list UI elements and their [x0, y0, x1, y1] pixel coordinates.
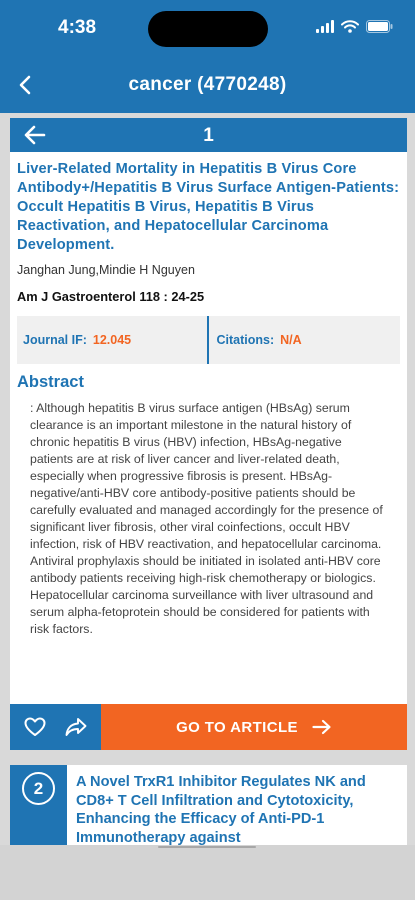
article-card-header: [10, 118, 407, 152]
navigation-bar: [0, 58, 415, 113]
abstract-text: : Although hepatitis B virus surface antigen (HBsAg) serum clearance is an important milestone in the natural history of chronic hepatitis B virus (HBV) infection, HBsAg-negative patients are at risk of liver cancer and liver-related death, especially when progressive fibrosis is present. HBsAg-negative/anti-HBV core antibody-positive patients should be carefully evaluated and managed accordingly for the presence of significant liver fibrosis, other viral coinfections, occult HBV infection, risk of HBV reactivation, and hepatocellular carcinoma. Antiviral prophylaxis should be initiated in isolated anti-HBV core antibody patients receiving high-risk chemotherapy or biologics. Hepatocellular carcinoma surveillance with liver ultrasound and serum alpha-fetoprotein should be considered for patients with risk factors.: [30, 401, 383, 636]
dynamic-island: [148, 11, 268, 47]
wifi-icon: [341, 20, 359, 33]
go-to-article-label: GO TO ARTICLE: [176, 718, 298, 736]
next-article-title[interactable]: A Novel TrxR1 Inhibitor Regulates NK and CD8+ T Cell Infiltration and Cytotoxicity, Enhancing the Efficacy of Anti-PD-1 Immunotherapy against: [76, 774, 366, 845]
abstract-heading: Abstract: [17, 373, 84, 391]
journal-if-label: Journal IF:: [23, 333, 87, 347]
article-actions: [10, 704, 407, 750]
journal-if-value: 12.045: [92, 333, 132, 347]
article-metrics: [17, 316, 400, 364]
next-article-index-panel: [10, 765, 67, 845]
article-card: [10, 118, 407, 750]
status-time: 4:38: [58, 17, 97, 38]
share-button[interactable]: [61, 712, 91, 742]
share-icon: [65, 717, 87, 737]
citations-metric: [207, 316, 401, 364]
article-authors: Janghan Jung,Mindie H Nguyen: [17, 263, 195, 277]
heart-icon: [24, 717, 46, 737]
citations-label: Citations:: [216, 333, 275, 347]
right-arrow-icon: [312, 719, 332, 735]
cellular-signal-icon: [316, 20, 334, 33]
citations-value: N/A: [280, 333, 302, 347]
favorite-button[interactable]: [20, 712, 50, 742]
next-article-card[interactable]: [10, 765, 407, 845]
article-title[interactable]: Liver-Related Mortality in Hepatitis B Virus Core Antibody+/Hepatitis B Virus Surface Antigen-Patients: Occult Hepatitis B Virus, Hepatitis B Virus Reactivation, and Hepatocellular Carcinoma Development.: [17, 161, 400, 253]
article-citation: Am J Gastroenterol 118 : 24-25: [17, 289, 205, 304]
status-bar: [0, 0, 415, 58]
go-to-article-button[interactable]: [101, 704, 407, 750]
home-indicator: [158, 846, 256, 848]
bottom-area: [0, 845, 415, 900]
status-icons: [316, 20, 393, 33]
next-article-index: 2: [22, 772, 55, 805]
journal-if-metric: [17, 316, 207, 364]
page-title: cancer (4770248): [128, 74, 287, 95]
article-action-icons: [10, 704, 101, 750]
battery-icon: [366, 20, 393, 33]
article-index: 1: [203, 125, 214, 146]
